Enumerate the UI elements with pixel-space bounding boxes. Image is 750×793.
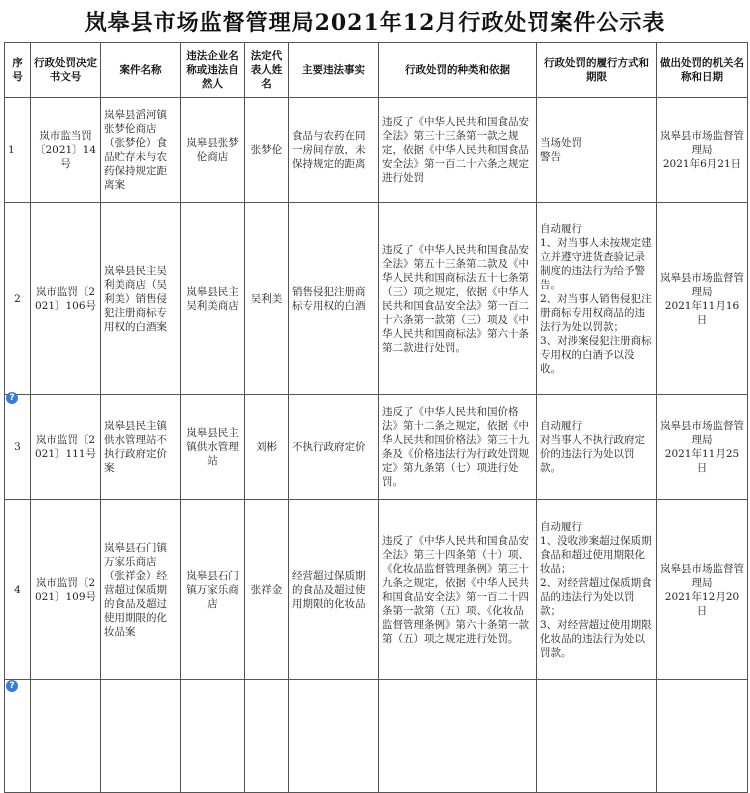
cell-empty xyxy=(657,680,748,793)
help-badge-icon[interactable]: ? xyxy=(6,392,18,404)
cell-basis: 违反了《中华人民共和国食品安全法》第三十三条第一款之规定，依据《中华人民共和国食品安全法》第一百二十六条之规定进行处罚 xyxy=(379,98,537,203)
cell-fact: 经营超过保质期的食品及超过使用期限的化妆品 xyxy=(289,500,379,680)
header-no: 序号 xyxy=(5,43,31,98)
cell-org: 岚皋县市场监督管理局 2021年12月20日 xyxy=(657,500,748,680)
cell-rep: 张梦伦 xyxy=(245,98,289,203)
cell-empty xyxy=(5,680,31,793)
cell-empty xyxy=(379,680,537,793)
header-party: 违法企业名称或违法自然人 xyxy=(181,43,245,98)
cell-org: 岚皋县市场监督管理局 2021年11月25日 xyxy=(657,395,748,500)
cell-empty xyxy=(537,680,657,793)
cell-fact: 销售侵犯注册商标专用权的白酒 xyxy=(289,203,379,395)
cell-doc: 岚市监罚〔2021〕106号 xyxy=(31,203,101,395)
cell-rep: 张祥金 xyxy=(245,500,289,680)
cell-fact: 不执行政府定价 xyxy=(289,395,379,500)
header-fact: 主要违法事实 xyxy=(289,43,379,98)
cell-basis: 违反了《中华人民共和国食品安全法》第三十四条第（十）项、《化妆品监督管理条例》第三十九条之规定，依据《中华人民共和国食品安全法》第一百二十四条第一款第（五）项、《化妆品监督管理条例》第六十条第一款第（五）项之规定进行处罚。 xyxy=(379,500,537,680)
cell-basis: 违反了《中华人民共和国价格法》第十二条之规定，依据《中华人民共和国价格法》第三十九条及《价格违法行为行政处罚规定》第九条第（七）项进行处罚。 xyxy=(379,395,537,500)
cell-doc: 岚市监当罚〔2021〕14号 xyxy=(31,98,101,203)
header-case: 案件名称 xyxy=(101,43,181,98)
cell-basis: 违反了《中华人民共和国食品安全法》第五十三条第二款及《中华人民共和国商标法五十七条第（三）项之规定，依据《中华人民共和国食品安全法》第一百二十六条第一款第（三）项及《中华人民共和国商标法》第六十条第二款进行处罚。 xyxy=(379,203,537,395)
cell-empty xyxy=(101,680,181,793)
cell-rep: 吴利美 xyxy=(245,203,289,395)
table-row xyxy=(5,98,748,203)
cell-empty xyxy=(181,680,245,793)
cell-rep: 刘彬 xyxy=(245,395,289,500)
cell-perform: 自动履行 1、没收涉案超过保质期食品和超过使用期限化妆品； 2、对经营超过保质期食品的违法行为处以罚款； 3、对经营超过使用期限化妆品的违法行为处以罚款。 xyxy=(537,500,657,680)
table-row xyxy=(5,203,748,395)
cell-doc: 岚市监罚〔2021〕111号 xyxy=(31,395,101,500)
cell-empty xyxy=(245,680,289,793)
cell-case: 岚皋县滔河镇张梦伦商店（张梦伦）食品贮存未与农药保持规定距离案 xyxy=(101,98,181,203)
cell-fact: 食品与农药在同一房间存放，未保持规定的距离 xyxy=(289,98,379,203)
penalty-table xyxy=(4,42,748,793)
cell-empty xyxy=(289,680,379,793)
table-row-empty xyxy=(5,680,748,793)
cell-perform: 自动履行 对当事人不执行政府定价的违法行为处以罚款。 xyxy=(537,395,657,500)
cell-perform: 自动履行 1、对当事人未按规定建立并遵守进货查验记录制度的违法行为给予警告。 2、对当事人销售侵犯注册商标专用权商品的违法行为处以罚款； 3、对涉案侵犯注册商标专用权的白酒予以没收。 xyxy=(537,203,657,395)
cell-perform: 当场处罚 警告 xyxy=(537,98,657,203)
cell-org: 岚皋县市场监督管理局 2021年11月16日 xyxy=(657,203,748,395)
cell-case: 岚皋县石门镇万家乐商店（张祥金）经营超过保质期的食品及超过使用期限的化妆品案 xyxy=(101,500,181,680)
cell-case: 岚皋县民主镇供水管理站不执行政府定价案 xyxy=(101,395,181,500)
header-perform: 行政处罚的履行方式和期限 xyxy=(537,43,657,98)
table-row xyxy=(5,500,748,680)
cell-no: 3 xyxy=(5,395,31,500)
header-doc: 行政处罚决定书文号 xyxy=(31,43,101,98)
cell-case: 岚皋县民主吴利美商店（吴利美）销售侵犯注册商标专用权的白酒案 xyxy=(101,203,181,395)
cell-party: 岚皋县民主吴利美商店 xyxy=(181,203,245,395)
help-badge-icon[interactable]: ? xyxy=(6,680,18,692)
cell-empty xyxy=(31,680,101,793)
cell-org: 岚皋县市场监督管理局 2021年6月21日 xyxy=(657,98,748,203)
cell-doc: 岚市监罚〔2021〕109号 xyxy=(31,500,101,680)
cell-party: 岚皋县石门镇万家乐商店 xyxy=(181,500,245,680)
cell-no: 4 xyxy=(5,500,31,680)
cell-party: 岚皋县民主镇供水管理站 xyxy=(181,395,245,500)
table-header-row xyxy=(5,43,748,98)
header-rep: 法定代表人姓名 xyxy=(245,43,289,98)
table-row xyxy=(5,395,748,500)
header-basis: 行政处罚的种类和依据 xyxy=(379,43,537,98)
cell-no: 1 xyxy=(5,98,31,203)
header-org: 做出处罚的机关名称和日期 xyxy=(657,43,748,98)
cell-party: 岚皋县张梦伦商店 xyxy=(181,98,245,203)
cell-no: 2 xyxy=(5,203,31,395)
page-title: 岚皋县市场监督管理局2021年12月行政处罚案件公示表 xyxy=(84,10,666,36)
